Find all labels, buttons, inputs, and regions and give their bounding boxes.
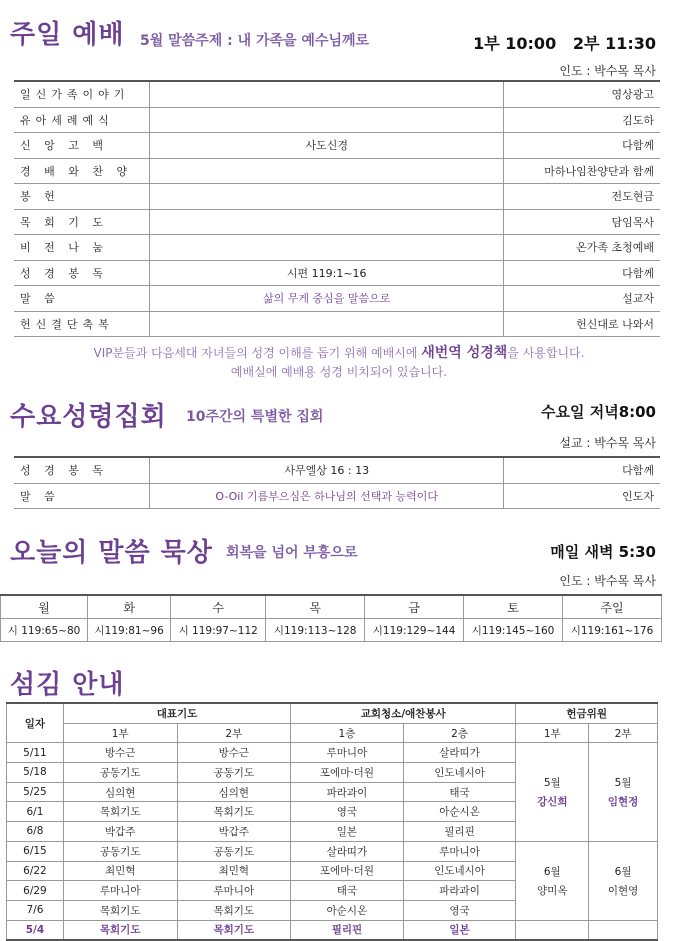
order-by: 다함께 — [504, 133, 660, 159]
service-date: 5/11 — [7, 743, 64, 763]
service-prayer-2: 목회기도 — [177, 900, 291, 920]
service-prayer-2: 공동기도 — [177, 763, 291, 783]
service-title: 섬김 안내 — [10, 670, 125, 700]
service-clean-1f: 포에마·더원 — [291, 861, 404, 881]
order-row — [14, 158, 660, 184]
order-content — [150, 311, 504, 337]
day-label: 금 — [365, 595, 464, 619]
order-row — [14, 457, 660, 483]
service-table — [6, 702, 658, 941]
service-date: 5/25 — [7, 782, 64, 802]
order-row — [14, 260, 660, 286]
service-clean-2f: 아순시온 — [403, 802, 516, 822]
order-by: 온가족 초청예배 — [504, 235, 660, 261]
service-clean-2f: 살라띠가 — [403, 743, 516, 763]
order-by: 다함께 — [504, 260, 660, 286]
day-label: 수 — [171, 595, 266, 619]
service-date: 5/4 — [7, 920, 64, 940]
service-clean-2f: 파라과이 — [403, 881, 516, 901]
service-clean-1f: 아순시온 — [291, 900, 404, 920]
service-date: 6/29 — [7, 881, 64, 901]
empty — [516, 920, 589, 940]
day-passage: 시 119:65~80 — [1, 619, 88, 642]
header-offering: 헌금위원 — [516, 703, 658, 723]
service-prayer-1: 공동기도 — [63, 841, 177, 861]
service-prayer-1: 박갑주 — [63, 822, 177, 842]
service-prayer-1: 루마니아 — [63, 881, 177, 901]
order-item: 일신가족이야기 — [14, 81, 150, 107]
sunday-leader: 인도 : 박수목 목사 — [559, 64, 656, 78]
bible-note: VIP분들과 다음세대 자녀들의 성경 이해를 돕기 위해 예배시에 새번역 성경책을 사용합니다. — [93, 345, 585, 361]
order-row — [14, 184, 660, 210]
day-label: 토 — [464, 595, 563, 619]
order-content — [150, 107, 504, 133]
header-c2: 2층 — [403, 723, 516, 743]
order-item: 성 경 봉 독 — [14, 260, 150, 286]
order-by: 김도하 — [504, 107, 660, 133]
order-content — [150, 235, 504, 261]
order-item: 비 전 나 눔 — [14, 235, 150, 261]
order-content: 사도신경 — [150, 133, 504, 159]
service-clean-1f: 필리핀 — [291, 920, 404, 940]
order-item: 유아세례예식 — [14, 107, 150, 133]
day-passage: 시 119:97~112 — [171, 619, 266, 642]
header-p2: 2부 — [177, 723, 291, 743]
header-p1: 1부 — [63, 723, 177, 743]
service-prayer-1: 목회기도 — [63, 920, 177, 940]
service-prayer-1: 목회기도 — [63, 900, 177, 920]
order-content — [150, 81, 504, 107]
day-passage: 시119:161~176 — [563, 619, 662, 642]
service-date: 6/22 — [7, 861, 64, 881]
service-clean-2f: 일본 — [403, 920, 516, 940]
service-clean-2f: 인도네시아 — [403, 861, 516, 881]
service-row — [7, 841, 658, 861]
day-label: 월 — [1, 595, 88, 619]
bible-note-2: 예배실에 예배용 성경 비치되어 있습니다. — [230, 365, 448, 379]
order-row — [14, 133, 660, 159]
meditation-time: 매일 새벽 5:30 — [550, 543, 656, 561]
order-row — [14, 107, 660, 133]
header-date: 일자 — [7, 703, 64, 743]
empty — [589, 920, 658, 940]
meditation-title: 오늘의 말씀 묵상 — [10, 538, 213, 568]
service-prayer-1: 공동기도 — [63, 763, 177, 783]
order-by: 담임목사 — [504, 209, 660, 235]
header-c1: 1층 — [291, 723, 404, 743]
may-offering-1: 5월 강신희 — [516, 743, 589, 841]
order-content — [150, 209, 504, 235]
order-row — [14, 81, 660, 107]
header-o1: 1부 — [516, 723, 589, 743]
day-label: 화 — [88, 595, 171, 619]
service-prayer-1: 방수근 — [63, 743, 177, 763]
order-item: 헌신결단축복 — [14, 311, 150, 337]
order-by: 영상광고 — [504, 81, 660, 107]
meditation-leader: 인도 : 박수목 목사 — [559, 574, 656, 588]
day-label: 목 — [266, 595, 365, 619]
wednesday-leader: 설교 : 박수목 목사 — [559, 436, 656, 450]
service-row — [7, 920, 658, 940]
order-row — [14, 483, 660, 509]
order-item: 말 씀 — [14, 286, 150, 312]
header-prayer: 대표기도 — [63, 703, 290, 723]
order-row — [14, 311, 660, 337]
service-clean-1f: 루마니아 — [291, 743, 404, 763]
june-offering-1: 6월 양미옥 — [516, 841, 589, 920]
order-row — [14, 235, 660, 261]
order-content — [150, 184, 504, 210]
service-clean-1f: 영국 — [291, 802, 404, 822]
service-prayer-2: 최민혁 — [177, 861, 291, 881]
wednesday-subtitle: 10주간의 특별한 집회 — [186, 409, 324, 425]
header-o2: 2부 — [589, 723, 658, 743]
order-item: 말 씀 — [14, 483, 150, 509]
service-clean-1f: 살라띠가 — [291, 841, 404, 861]
order-content — [150, 158, 504, 184]
wednesday-title: 수요성령집회 — [10, 402, 167, 432]
wednesday-order-table — [14, 456, 660, 509]
service-prayer-1: 목회기도 — [63, 802, 177, 822]
june-offering-2: 6월 이현영 — [589, 841, 658, 920]
service-clean-2f: 태국 — [403, 782, 516, 802]
service-prayer-2: 루마니아 — [177, 881, 291, 901]
order-content: 삶의 무게 중심을 말씀으로 — [150, 286, 504, 312]
day-passage: 시119:129~144 — [365, 619, 464, 642]
service-prayer-1: 심의현 — [63, 782, 177, 802]
service-clean-2f: 영국 — [403, 900, 516, 920]
service-clean-1f: 파라과이 — [291, 782, 404, 802]
service-prayer-2: 목회기도 — [177, 802, 291, 822]
order-by: 마하나임찬양단과 함께 — [504, 158, 660, 184]
day-passage: 시119:81~96 — [88, 619, 171, 642]
order-by: 인도자 — [504, 483, 660, 509]
sunday-times: 1부 10:00 2부 11:30 — [473, 34, 656, 53]
order-item: 성 경 봉 독 — [14, 457, 150, 483]
order-content: 시편 119:1~16 — [150, 260, 504, 286]
sunday-title: 주일 예배 — [10, 20, 125, 50]
service-date: 6/8 — [7, 822, 64, 842]
service-date: 6/1 — [7, 802, 64, 822]
header-cleaning: 교회청소/애찬봉사 — [291, 703, 516, 723]
meditation-subtitle: 회복을 넘어 부흥으로 — [226, 545, 358, 561]
wednesday-time: 수요일 저녁8:00 — [541, 403, 656, 421]
day-label: 주일 — [563, 595, 662, 619]
order-row — [14, 209, 660, 235]
order-item: 경 배 와 찬 양 — [14, 158, 150, 184]
service-date: 5/18 — [7, 763, 64, 783]
order-content: O-Oil 기름부으심은 하나님의 선택과 능력이다 — [150, 483, 504, 509]
service-prayer-2: 공동기도 — [177, 841, 291, 861]
service-clean-1f: 일본 — [291, 822, 404, 842]
service-clean-2f: 인도네시아 — [403, 763, 516, 783]
service-prayer-2: 방수근 — [177, 743, 291, 763]
order-item: 봉 헌 — [14, 184, 150, 210]
service-prayer-2: 목회기도 — [177, 920, 291, 940]
service-prayer-2: 박갑주 — [177, 822, 291, 842]
meditation-table — [0, 594, 662, 642]
service-clean-2f: 루마니아 — [403, 841, 516, 861]
order-by: 전도현금 — [504, 184, 660, 210]
may-offering-2: 5월 임현정 — [589, 743, 658, 841]
order-row — [14, 286, 660, 312]
service-prayer-2: 심의현 — [177, 782, 291, 802]
service-date: 6/15 — [7, 841, 64, 861]
service-clean-1f: 태국 — [291, 881, 404, 901]
service-date: 7/6 — [7, 900, 64, 920]
order-item: 목 회 기 도 — [14, 209, 150, 235]
order-content: 사무엘상 16 : 13 — [150, 457, 504, 483]
order-by: 헌신대로 나와서 — [504, 311, 660, 337]
day-passage: 시119:145~160 — [464, 619, 563, 642]
order-by: 다함께 — [504, 457, 660, 483]
day-passage: 시119:113~128 — [266, 619, 365, 642]
order-item: 신 앙 고 백 — [14, 133, 150, 159]
order-by: 설교자 — [504, 286, 660, 312]
sunday-order-table — [14, 80, 660, 337]
service-row — [7, 743, 658, 763]
sunday-subtitle: 5월 말씀주제 : 내 가족을 예수님께로 — [140, 33, 370, 49]
service-clean-2f: 필리핀 — [403, 822, 516, 842]
service-clean-1f: 포에마·더원 — [291, 763, 404, 783]
service-prayer-1: 최민혁 — [63, 861, 177, 881]
